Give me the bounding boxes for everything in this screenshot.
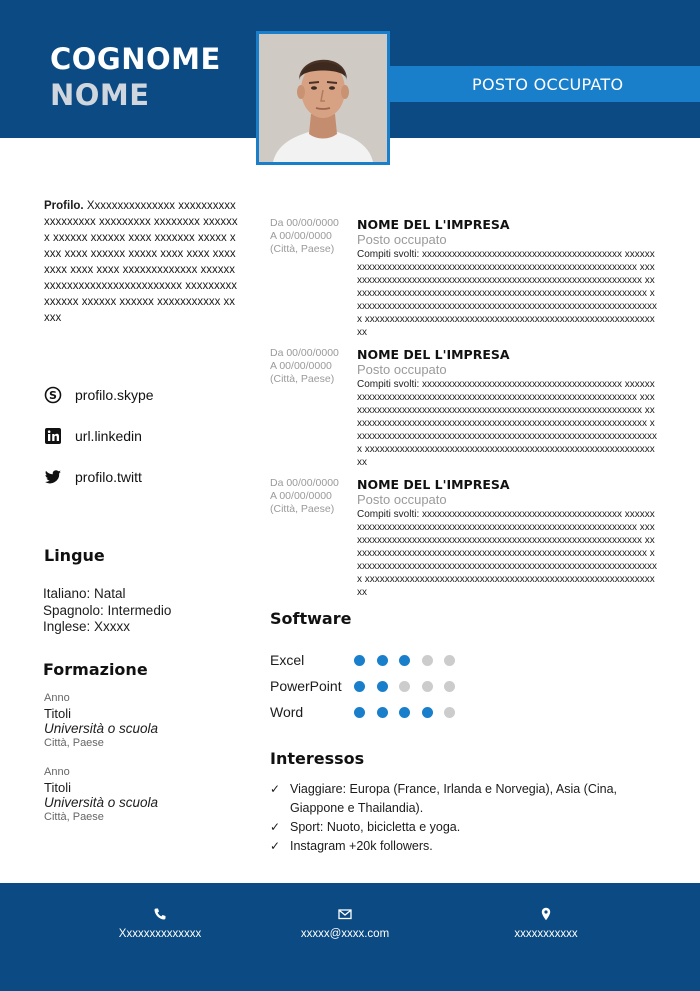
rating-dot-filled — [422, 707, 433, 718]
company-name: NOME DEL L'IMPRESA — [357, 347, 510, 362]
education-item — [44, 765, 158, 825]
job-description: Compiti svolti: xxxxxxxxxxxxxxxxxxxxxxxxxxxxxxxxxxxxxxxx xxxxxxxxxxxxxxxxxxxxxxxxxxxxxxxxxxxxxxxxxxxxxxxxxxxxxxxxxxxxxx xxxxxxxxxxxxxxxxxxxxxxxxxxxxxxxxxxxxxxxxxxxxxxxxxxxxxxxxxxxx xxxxxxxxxxxxxxxxxxxxxxxxxxxxxxxxxxxxxxxxxxxxxxxxxxxxxxxxxxxx xxxxxxxxxxxxxxxxxxxxxxxxxxxxxxxxxxxxxxxxxxxxxxxxxxxxxxxxxxxxxx xxxxxxxxxxxxxxxxxxxxxxxxxxxxxxxxxxxxxxxxxxxxxxxxxxxxxxxxxxxx — [357, 379, 657, 468]
email-text: xxxxx@xxxx.com — [300, 928, 390, 940]
profile-label: Profilo. — [44, 200, 84, 212]
date-to: A 00/00/0000 — [270, 490, 332, 502]
software-title: Software — [270, 609, 352, 628]
svg-text:S: S — [49, 389, 57, 402]
rating-dot-empty — [422, 655, 433, 666]
rating-dot-filled — [377, 655, 388, 666]
social-skype[interactable] — [44, 386, 154, 404]
interest-item — [270, 818, 650, 837]
job-title-band — [388, 66, 700, 102]
footer-address[interactable] — [446, 907, 646, 940]
mail-icon — [338, 907, 352, 921]
experience-body — [357, 217, 657, 339]
footer-phone[interactable] — [60, 907, 260, 940]
education-item — [44, 691, 158, 751]
education-degree: Titoli — [44, 706, 71, 721]
interest-text: Sport: Nuoto, bicicletta e yoga. — [290, 820, 461, 834]
date-from: Da 00/00/0000 — [270, 217, 339, 229]
rating-dot-filled — [377, 707, 388, 718]
social-twitter[interactable] — [44, 468, 142, 486]
footer-band — [0, 883, 700, 991]
rating-dot-filled — [354, 681, 365, 692]
first-name: NOME — [50, 78, 150, 112]
software-name: PowerPoint — [270, 678, 342, 694]
experience-place: (Città, Paese) — [270, 243, 335, 255]
language-item: Italiano: Natal — [43, 586, 126, 601]
experience-dates — [270, 347, 354, 386]
check-icon: ✓ — [270, 820, 281, 834]
linkedin-icon — [44, 427, 62, 445]
social-linkedin[interactable] — [44, 427, 142, 445]
experience-place: (Città, Paese) — [270, 503, 335, 515]
experience-dates — [270, 477, 354, 516]
interests-title: Interessos — [270, 749, 365, 768]
date-from: Da 00/00/0000 — [270, 347, 339, 359]
skill-rating — [354, 681, 467, 692]
position-title: Posto occupato — [357, 492, 447, 507]
education-place: Città, Paese — [44, 737, 104, 749]
experience-dates — [270, 217, 354, 256]
languages-title: Lingue — [44, 546, 105, 565]
education-degree: Titoli — [44, 780, 71, 795]
education-year: Anno — [44, 766, 70, 778]
job-description: Compiti svolti: xxxxxxxxxxxxxxxxxxxxxxxxxxxxxxxxxxxxxxxx xxxxxxxxxxxxxxxxxxxxxxxxxxxxxxxxxxxxxxxxxxxxxxxxxxxxxxxxxxxxxx xxxxxxxxxxxxxxxxxxxxxxxxxxxxxxxxxxxxxxxxxxxxxxxxxxxxxxxxxxxx xxxxxxxxxxxxxxxxxxxxxxxxxxxxxxxxxxxxxxxxxxxxxxxxxxxxxxxxxxxx xxxxxxxxxxxxxxxxxxxxxxxxxxxxxxxxxxxxxxxxxxxxxxxxxxxxxxxxxxxxxx xxxxxxxxxxxxxxxxxxxxxxxxxxxxxxxxxxxxxxxxxxxxxxxxxxxxxxxxxxxx — [357, 509, 657, 598]
languages-list — [43, 586, 171, 636]
company-name: NOME DEL L'IMPRESA — [357, 217, 510, 232]
rating-dot-filled — [377, 681, 388, 692]
skype-icon — [44, 386, 62, 404]
date-to: A 00/00/0000 — [270, 360, 332, 372]
address-text: xxxxxxxxxxx — [514, 928, 578, 940]
language-item: Spagnolo: Intermedio — [43, 602, 172, 618]
position-title: Posto occupato — [357, 362, 447, 377]
profile-photo — [256, 31, 390, 165]
interest-item — [270, 837, 650, 856]
software-row — [270, 652, 467, 668]
education-year: Anno — [44, 692, 70, 704]
date-to: A 00/00/0000 — [270, 230, 332, 242]
date-from: Da 00/00/0000 — [270, 477, 339, 489]
rating-dot-empty — [399, 681, 410, 692]
rating-dot-empty — [422, 681, 433, 692]
surname: COGNOME — [50, 42, 221, 76]
rating-dot-empty — [444, 655, 455, 666]
education-school: Università o scuola — [44, 721, 159, 736]
phone-icon — [153, 907, 167, 921]
rating-dot-filled — [399, 655, 410, 666]
linkedin-label: url.linkedin — [75, 428, 142, 444]
twitter-icon — [44, 468, 62, 486]
education-school: Università o scuola — [44, 795, 159, 810]
interest-text: Viaggiare: Europa (France, Irlanda e Norvegia), Asia (Cina, Giappone e Thailandia). — [290, 782, 618, 815]
interest-text: Instagram +20k followers. — [290, 839, 433, 853]
software-row — [270, 704, 467, 720]
education-title: Formazione — [43, 660, 148, 679]
company-name: NOME DEL L'IMPRESA — [357, 477, 510, 492]
person-photo-icon — [259, 34, 387, 162]
rating-dot-filled — [354, 655, 365, 666]
interests-list — [270, 780, 650, 856]
rating-dot-empty — [444, 681, 455, 692]
twitter-label: profilo.twitt — [75, 469, 142, 485]
experience-place: (Città, Paese) — [270, 373, 335, 385]
check-icon: ✓ — [270, 782, 281, 796]
interest-item — [270, 780, 650, 818]
profile-text: Xxxxxxxxxxxxxxx xxxxxxxxxxxxxxxxxxx xxxxxxxxx xxxxxxxx xxxxxxx xxxxxx xxxxxx xxxx xxxxxxx xxxxx xxxx xxxx xxxxxx xxxxx xxxx xxxx xxxx xxxx xxxx xxxx xxxxxxxxxxxxx xxxxxxxxxxxxxxxxxxxxxxxxxxxxxx xxxxxxxxxxxxxxx xxxxxx xxxxxx xxxxxxxxxxx xxxxx — [44, 200, 238, 324]
rating-dot-filled — [354, 707, 365, 718]
job-description: Compiti svolti: xxxxxxxxxxxxxxxxxxxxxxxxxxxxxxxxxxxxxxxx xxxxxxxxxxxxxxxxxxxxxxxxxxxxxxxxxxxxxxxxxxxxxxxxxxxxxxxxxxxxxx xxxxxxxxxxxxxxxxxxxxxxxxxxxxxxxxxxxxxxxxxxxxxxxxxxxxxxxxxxxx xxxxxxxxxxxxxxxxxxxxxxxxxxxxxxxxxxxxxxxxxxxxxxxxxxxxxxxxxxxx xxxxxxxxxxxxxxxxxxxxxxxxxxxxxxxxxxxxxxxxxxxxxxxxxxxxxxxxxxxxxx xxxxxxxxxxxxxxxxxxxxxxxxxxxxxxxxxxxxxxxxxxxxxxxxxxxxxxxxxxxx — [357, 249, 657, 338]
experience-body — [357, 477, 657, 599]
skype-label: profilo.skype — [75, 387, 154, 403]
profile-summary — [44, 198, 240, 326]
footer-email[interactable] — [245, 907, 445, 940]
software-name: Word — [270, 704, 304, 720]
language-item: Inglese: Xxxxx — [43, 619, 131, 634]
rating-dot-filled — [399, 707, 410, 718]
skill-rating — [354, 655, 467, 666]
phone-text: Xxxxxxxxxxxxxx — [118, 928, 202, 940]
experience-body — [357, 347, 657, 469]
software-row — [270, 678, 467, 694]
rating-dot-empty — [444, 707, 455, 718]
position-title: Posto occupato — [357, 232, 447, 247]
education-place: Città, Paese — [44, 811, 104, 823]
skill-rating — [354, 707, 467, 718]
check-icon: ✓ — [270, 839, 281, 853]
location-pin-icon — [539, 907, 553, 921]
job-title: POSTO OCCUPATO — [472, 75, 624, 94]
software-name: Excel — [270, 652, 305, 668]
